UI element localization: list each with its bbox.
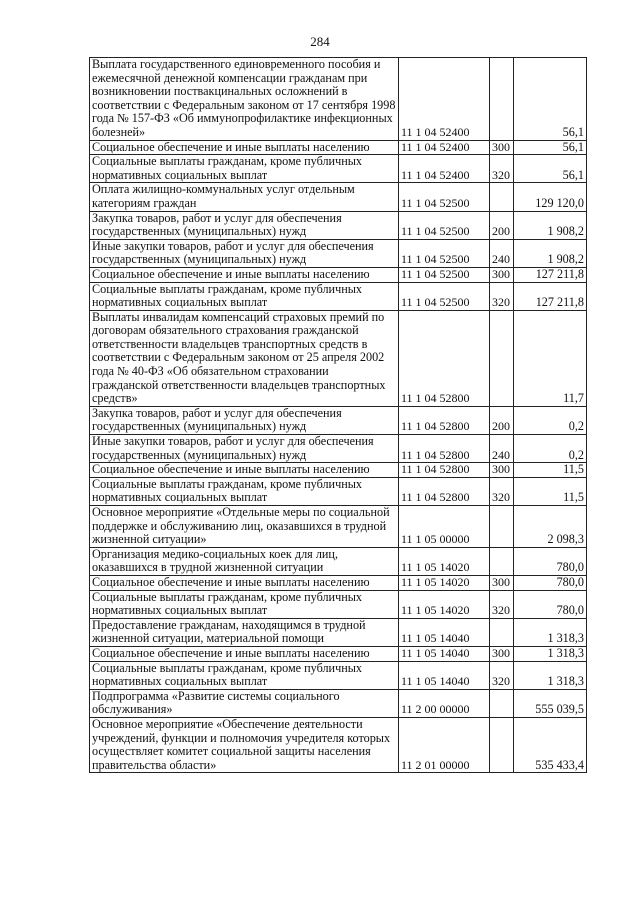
row-expense-type: 300 (490, 267, 514, 282)
row-sum: 780,0 (514, 575, 587, 590)
row-sum: 535 433,4 (514, 717, 587, 772)
row-name: Закупка товаров, работ и услуг для обеспечения государственных (муниципальных) нужд (90, 211, 399, 239)
row-sum: 1 908,2 (514, 239, 587, 267)
row-name: Выплаты инвалидам компенсаций страховых премий по договорам обязательного страхования гражданской ответственности владельцев транспортных средств в соответствии с Федеральным законом от 25 апреля 2002 года № 40-ФЗ «Об обязательном страховании гражданской ответственности владельцев транспортных средств» (90, 310, 399, 406)
row-expense-type (490, 310, 514, 406)
row-code: 11 1 04 52400 (399, 155, 490, 183)
row-code: 11 1 04 52500 (399, 211, 490, 239)
row-sum: 127 211,8 (514, 282, 587, 310)
row-code: 11 2 00 00000 (399, 689, 490, 717)
table-row (90, 140, 587, 155)
row-code: 11 1 05 14020 (399, 590, 490, 618)
row-name: Социальное обеспечение и иные выплаты населению (90, 140, 399, 155)
row-sum: 1 908,2 (514, 211, 587, 239)
row-code: 11 1 04 52800 (399, 435, 490, 463)
row-name: Основное мероприятие «Обеспечение деятельности учреждений, функции и полномочия учредителя которых осуществляет комитет социальной защиты населения правительства области» (90, 717, 399, 772)
row-sum: 555 039,5 (514, 689, 587, 717)
row-name: Основное мероприятие «Отдельные меры по социальной поддержке и обслуживанию лиц, оказавшихся в трудной жизненной ситуации» (90, 506, 399, 548)
table-row (90, 183, 587, 211)
row-name: Социальное обеспечение и иные выплаты населению (90, 575, 399, 590)
row-code: 11 1 04 52500 (399, 183, 490, 211)
page-number: 284 (310, 34, 330, 49)
row-sum: 127 211,8 (514, 267, 587, 282)
table-row (90, 717, 587, 772)
table-row (90, 239, 587, 267)
table-row (90, 211, 587, 239)
row-name: Социальное обеспечение и иные выплаты населению (90, 646, 399, 661)
row-code: 11 1 05 14040 (399, 618, 490, 646)
row-name: Социальные выплаты гражданам, кроме публичных нормативных социальных выплат (90, 477, 399, 505)
row-sum: 2 098,3 (514, 506, 587, 548)
table-row (90, 689, 587, 717)
table-row (90, 435, 587, 463)
row-sum: 11,7 (514, 310, 587, 406)
row-code: 11 1 04 52800 (399, 463, 490, 478)
row-code: 11 1 05 14040 (399, 661, 490, 689)
table-row (90, 406, 587, 434)
row-name: Социальное обеспечение и иные выплаты населению (90, 267, 399, 282)
row-code: 11 1 04 52500 (399, 239, 490, 267)
table-row (90, 590, 587, 618)
row-expense-type: 200 (490, 406, 514, 434)
row-code: 11 1 04 52400 (399, 140, 490, 155)
row-sum: 56,1 (514, 58, 587, 141)
row-code: 11 1 05 14040 (399, 646, 490, 661)
row-name: Социальные выплаты гражданам, кроме публичных нормативных социальных выплат (90, 155, 399, 183)
table-row (90, 618, 587, 646)
row-sum: 11,5 (514, 477, 587, 505)
row-expense-type (490, 618, 514, 646)
row-sum: 1 318,3 (514, 661, 587, 689)
row-expense-type (490, 717, 514, 772)
row-name: Иные закупки товаров, работ и услуг для обеспечения государственных (муниципальных) нужд (90, 239, 399, 267)
row-name: Закупка товаров, работ и услуг для обеспечения государственных (муниципальных) нужд (90, 406, 399, 434)
row-expense-type: 240 (490, 435, 514, 463)
row-code: 11 1 04 52800 (399, 406, 490, 434)
table-row (90, 477, 587, 505)
row-expense-type: 320 (490, 477, 514, 505)
row-name: Оплата жилищно-коммунальных услуг отдельным категориям граждан (90, 183, 399, 211)
row-name: Иные закупки товаров, работ и услуг для обеспечения государственных (муниципальных) нужд (90, 435, 399, 463)
row-expense-type: 240 (490, 239, 514, 267)
row-name: Социальные выплаты гражданам, кроме публичных нормативных социальных выплат (90, 282, 399, 310)
row-expense-type: 320 (490, 155, 514, 183)
row-sum: 0,2 (514, 406, 587, 434)
row-code: 11 1 05 00000 (399, 506, 490, 548)
row-expense-type: 320 (490, 590, 514, 618)
row-sum: 56,1 (514, 140, 587, 155)
table-row (90, 310, 587, 406)
row-code: 11 1 05 14020 (399, 575, 490, 590)
row-expense-type: 300 (490, 575, 514, 590)
row-code: 11 1 04 52800 (399, 477, 490, 505)
row-sum: 0,2 (514, 435, 587, 463)
row-expense-type (490, 58, 514, 141)
table-row (90, 155, 587, 183)
row-code: 11 1 04 52400 (399, 58, 490, 141)
row-name: Социальные выплаты гражданам, кроме публичных нормативных социальных выплат (90, 661, 399, 689)
table-row (90, 661, 587, 689)
row-code: 11 2 01 00000 (399, 717, 490, 772)
row-sum: 129 120,0 (514, 183, 587, 211)
row-name: Социальные выплаты гражданам, кроме публичных нормативных социальных выплат (90, 590, 399, 618)
row-name: Социальное обеспечение и иные выплаты населению (90, 463, 399, 478)
row-expense-type: 320 (490, 282, 514, 310)
row-code: 11 1 04 52500 (399, 282, 490, 310)
row-expense-type: 200 (490, 211, 514, 239)
table-row (90, 506, 587, 548)
row-sum: 780,0 (514, 590, 587, 618)
row-sum: 11,5 (514, 463, 587, 478)
row-expense-type: 320 (490, 661, 514, 689)
table-row (90, 58, 587, 141)
row-sum: 1 318,3 (514, 646, 587, 661)
row-code: 11 1 04 52800 (399, 310, 490, 406)
row-name: Выплата государственного единовременного пособия и ежемесячной денежной компенсации гражданам при возникновении поствакцинальных осложнений в соответствии с Федеральным законом от 17 сентября 1998 года № 157-ФЗ «Об иммунопрофилактике инфекционных болезней» (90, 58, 399, 141)
row-expense-type: 300 (490, 646, 514, 661)
row-expense-type (490, 689, 514, 717)
row-name: Подпрограмма «Развитие системы социального обслуживания» (90, 689, 399, 717)
row-sum: 780,0 (514, 547, 587, 575)
row-expense-type (490, 183, 514, 211)
budget-table (89, 57, 587, 773)
row-code: 11 1 05 14020 (399, 547, 490, 575)
row-expense-type: 300 (490, 140, 514, 155)
row-code: 11 1 04 52500 (399, 267, 490, 282)
row-expense-type: 300 (490, 463, 514, 478)
table-row (90, 646, 587, 661)
table-row (90, 267, 587, 282)
row-expense-type (490, 506, 514, 548)
table-row (90, 463, 587, 478)
table-row (90, 547, 587, 575)
row-name: Организация медико-социальных коек для лиц, оказавшихся в трудной жизненной ситуации (90, 547, 399, 575)
row-sum: 56,1 (514, 155, 587, 183)
row-name: Предоставление гражданам, находящимся в трудной жизненной ситуации, материальной помощи (90, 618, 399, 646)
row-sum: 1 318,3 (514, 618, 587, 646)
table-row (90, 282, 587, 310)
table-row (90, 575, 587, 590)
row-expense-type (490, 547, 514, 575)
